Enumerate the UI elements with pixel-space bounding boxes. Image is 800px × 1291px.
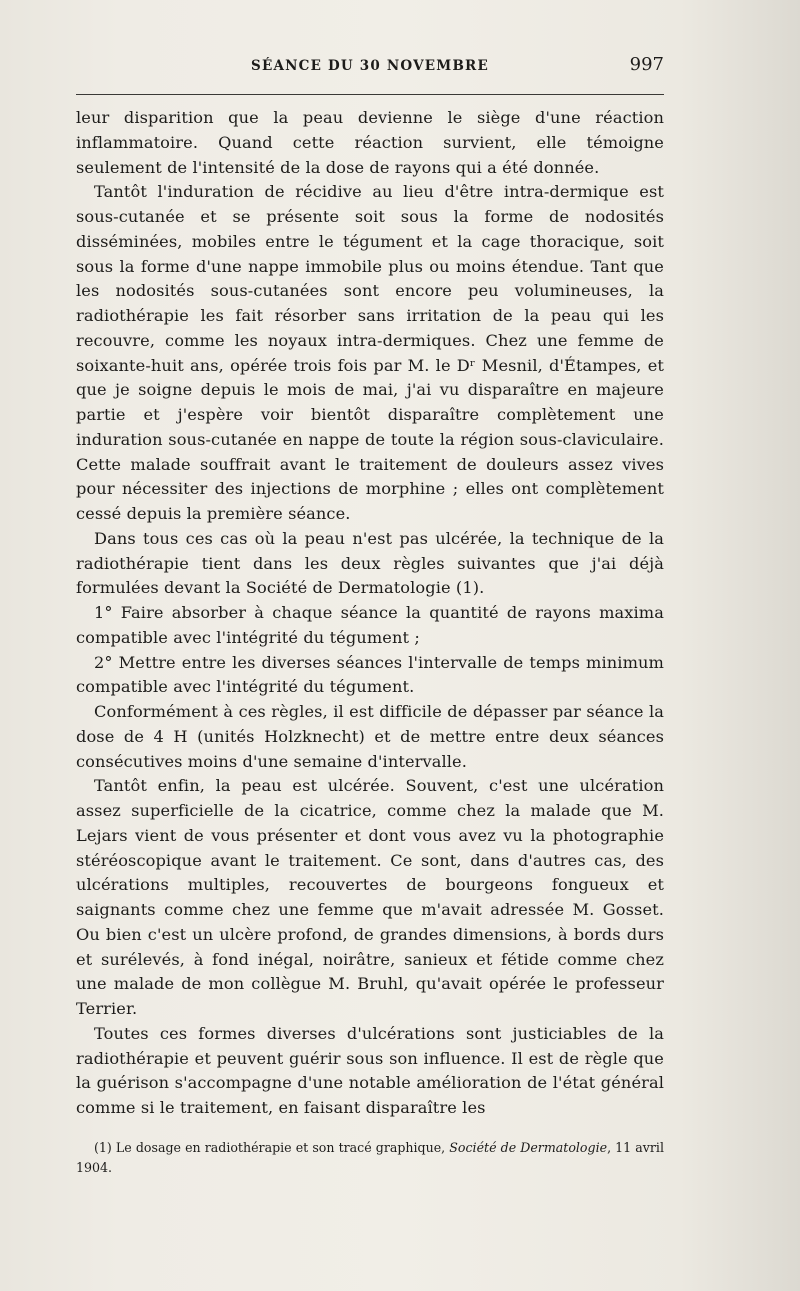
paragraph-rule-1: 1° Faire absorber à chaque séance la quantité de rayons maxima compatible avec l'intégrité du tégument ; xyxy=(76,603,664,647)
page-header xyxy=(76,54,664,84)
paragraph-7: Tantôt enfin, la peau est ulcérée. Souvent, c'est une ulcération assez superficielle de la cicatrice, comme chez la malade que M. Lejars vient de vous présenter et dont vous avez vu la photographie stéréoscopique avant le traitement. Ce sont, dans d'autres cas, des ulcérations multiples, recouvertes de bourgeons fongueux et saignants comme chez une femme que m'avait adressée M. Gosset. Ou bien c'est un ulcère profond, de grandes dimensions, à bords durs et surélevés, à fond inégal, noirâtre, sanieux et fétide comme chez une malade de mon collègue M. Bruhl, qu'avait opérée le professeur Terrier. xyxy=(76,776,664,1018)
paragraph-6: Conformément à ces règles, il est difficile de dépasser par séance la dose de 4 H (unités Holzknecht) et de mettre entre deux séances consécutives moins d'une semaine d'intervalle. xyxy=(76,702,664,771)
paragraph-1: leur disparition que la peau devienne le siège d'une réaction inflammatoire. Quand cette réaction survient, elle témoigne seulement de l'intensité de la dose de rayons qui a été donnée. xyxy=(76,108,664,177)
page-number: 997 xyxy=(629,54,664,75)
paragraph-rule-2: 2° Mettre entre les diverses séances l'intervalle de temps minimum compatible avec l'intégrité du tégument. xyxy=(76,652,664,697)
paragraph-3: Dans tous ces cas où la peau n'est pas ulcérée, la technique de la radiothérapie tient dans les deux règles suivantes que j'ai déjà formulées devant la Société de Dermatologie (1). xyxy=(76,528,664,598)
footnote-text: (1) Le dosage en radiothérapie et son tracé graphique, xyxy=(94,1140,450,1155)
running-head: SÉANCE DU 30 NOVEMBRE xyxy=(251,58,489,74)
footnote-date: , 11 avril 1904. xyxy=(76,1140,664,1175)
footnote xyxy=(76,1138,664,1178)
header-rule xyxy=(76,94,664,95)
paragraph-2: Tantôt l'induration de récidive au lieu d'être intra-dermique est sous-cutanée et se présente soit sous la forme de nodosités disséminées, mobiles entre le tégument et la cage thoracique, soit sous la forme d'une nappe immobile plus ou moins étendue. Tant que les nodosités sous-cutanées sont encore peu volumineuses, la radiothérapie les fait résorber sans irritation de la peau qui les recouvre, comme les noyaux intra-dermiques. Chez une femme de soixante-huit ans, opérée trois fois par M. le Dʳ Mesnil, d'Étampes, et que je soigne depuis le mois de mai, j'ai vu disparaître en majeure partie et j'espère voir bientôt disparaître complètement une induration sous-cutanée en nappe de toute la région sous-claviculaire. Cette malade souffrait avant le traitement de douleurs assez vives pour nécessiter des injections de morphine ; elles ont complètement cessé depuis la première séance. xyxy=(76,182,664,523)
body-text xyxy=(76,106,664,1121)
footnote-journal: Société de Dermatologie xyxy=(449,1140,608,1155)
paragraph-8: Toutes ces formes diverses d'ulcérations sont justiciables de la radiothérapie et peuvent guérir sous son influence. Il est de règle que la guérison s'accompagne d'une notable amélioration de l'état général comme si le traitement, en faisant disparaître les xyxy=(76,1023,664,1117)
